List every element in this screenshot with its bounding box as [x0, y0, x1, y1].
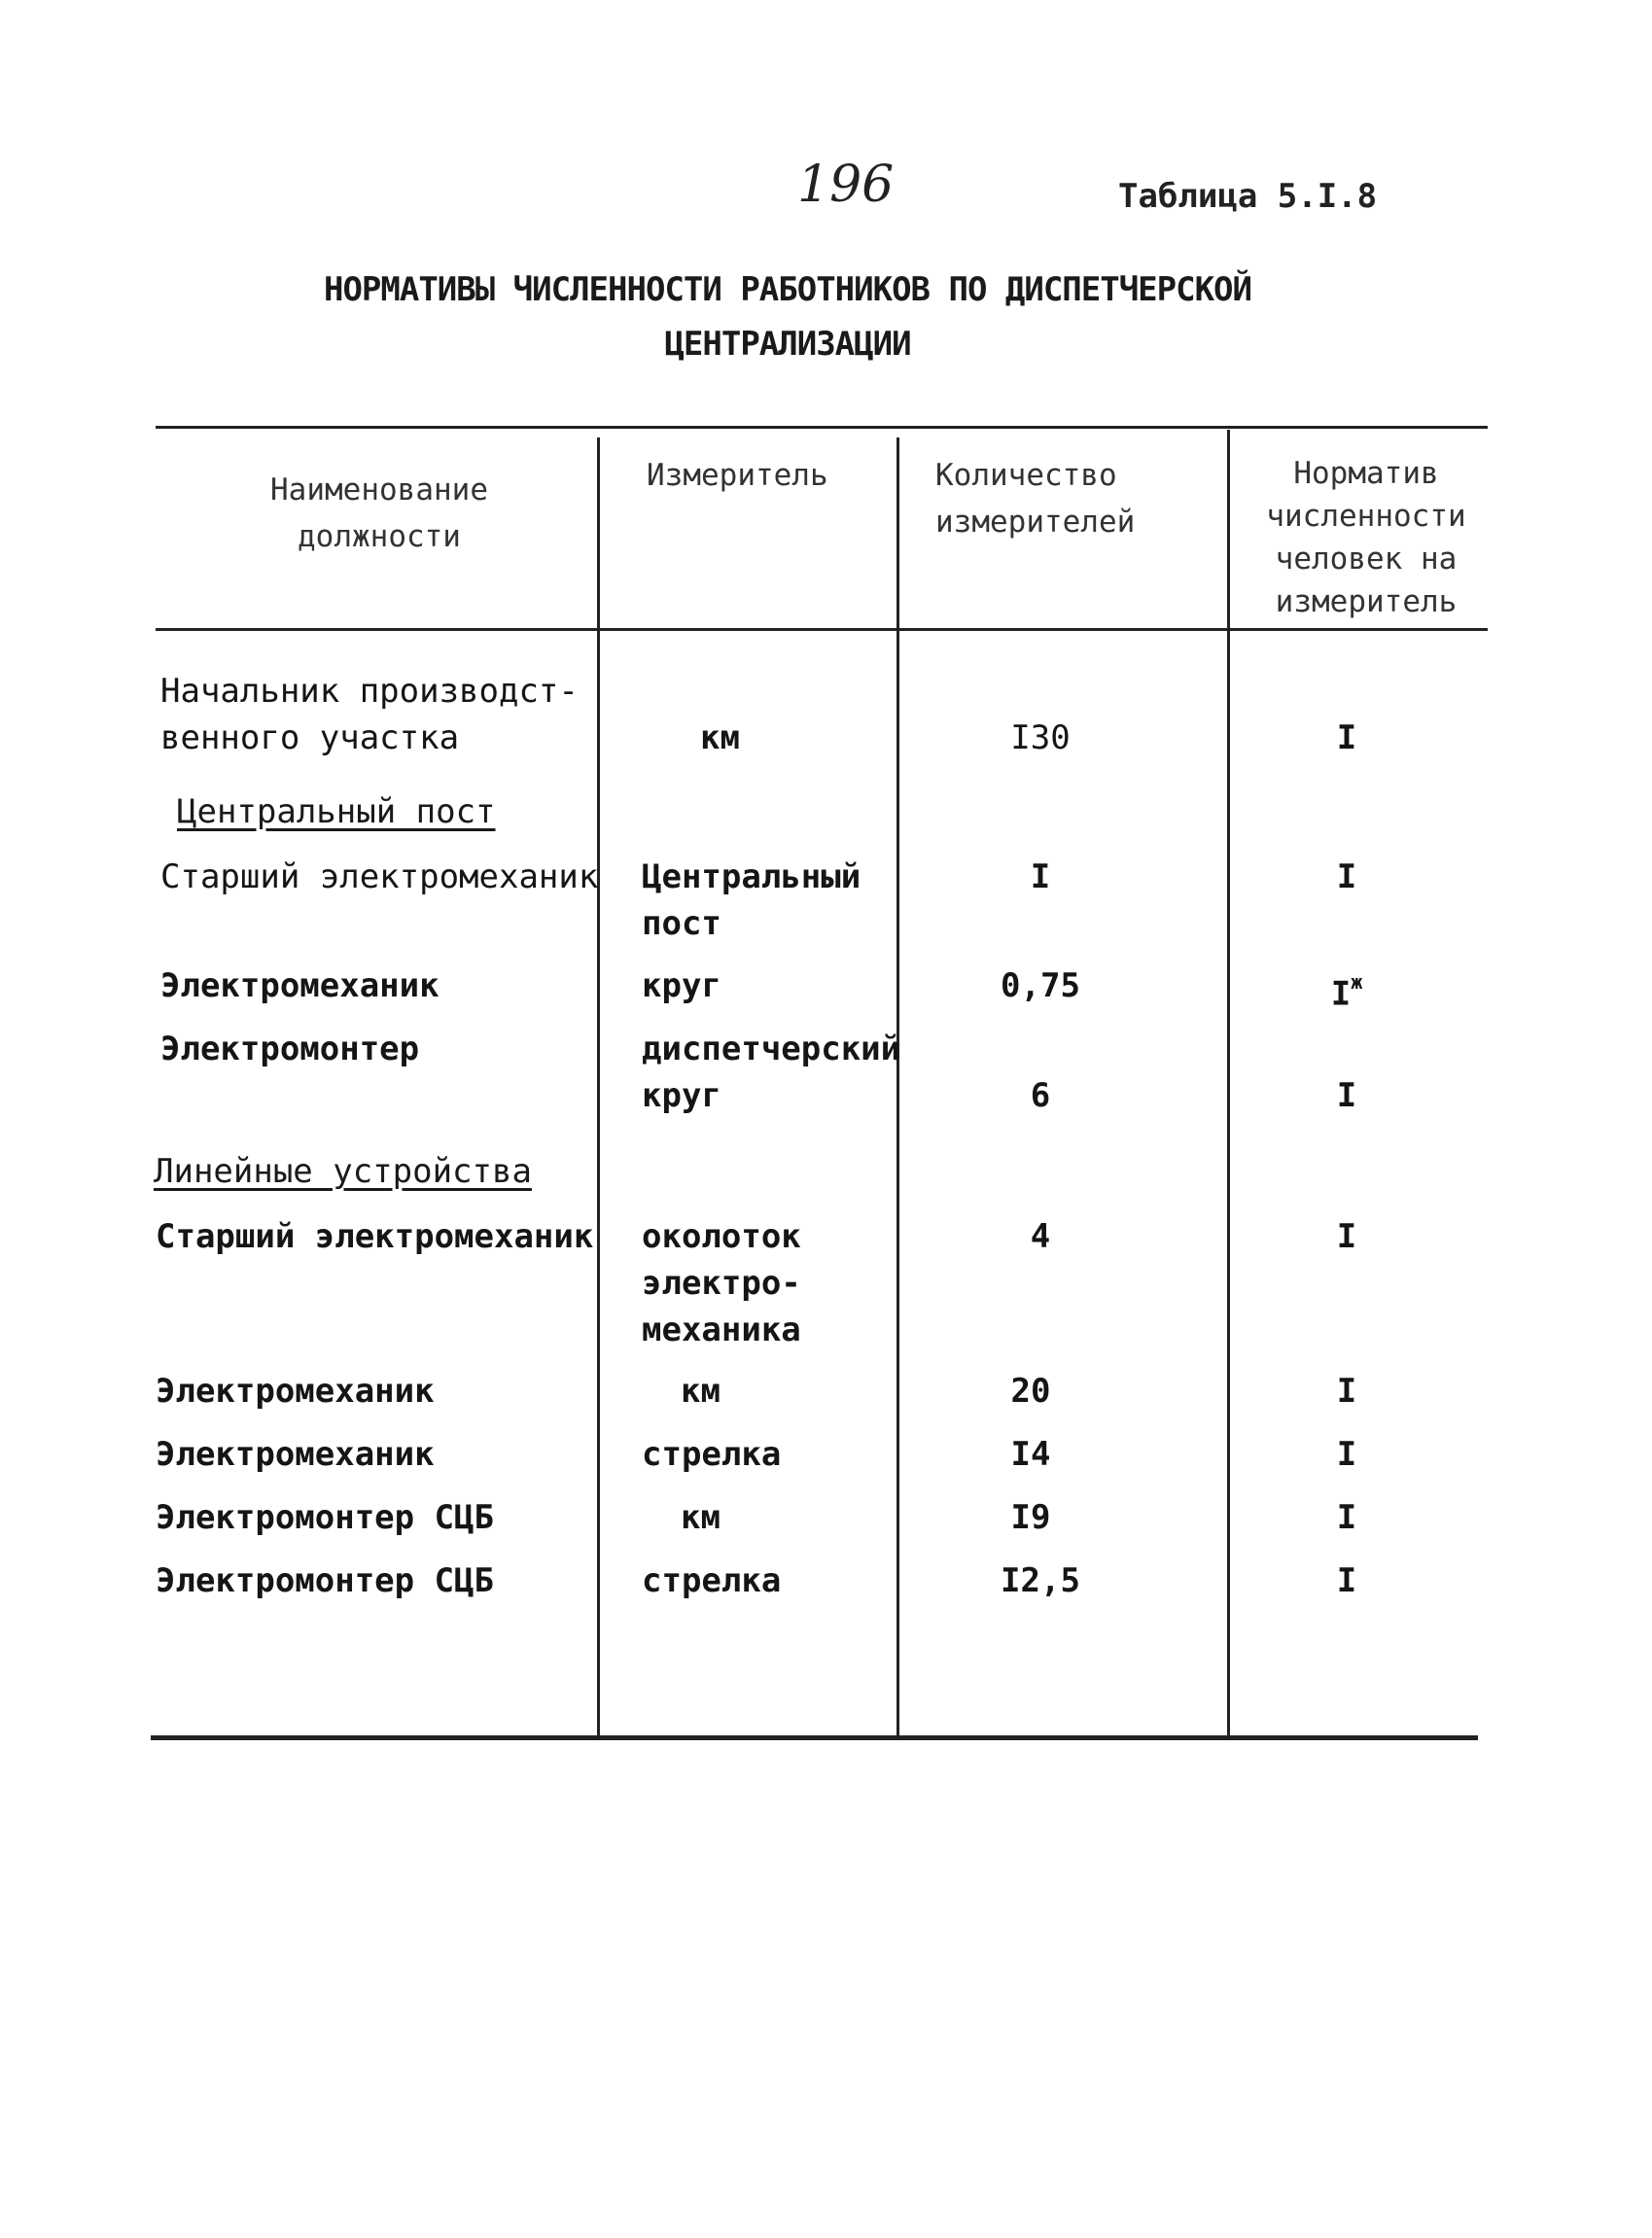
- row-2-norm: I: [1336, 857, 1357, 896]
- title-line-1: НОРМАТИВЫ ЧИСЛЕННОСТИ РАБОТНИКОВ ПО ДИСПЕТЧЕРСКОЙ: [323, 270, 1252, 309]
- row-1-position: Начальник производст- венного участка: [160, 672, 579, 757]
- row-6-count: 20: [1010, 1372, 1051, 1411]
- row-5-position: Старший электромеханик: [156, 1217, 594, 1256]
- row-2-position: Старший электромеханик: [160, 857, 599, 896]
- row-2-count: I: [1030, 857, 1051, 896]
- row-5-count: 4: [1030, 1217, 1051, 1256]
- table-top-rule: [156, 426, 1488, 429]
- header-count: Количество измерителей: [935, 458, 1136, 540]
- column-divider-3: [1227, 430, 1230, 1738]
- row-8-count: I9: [1010, 1498, 1051, 1537]
- row-2-unit: Центральный пост: [642, 857, 861, 943]
- row-9-norm: I: [1336, 1561, 1357, 1600]
- row-9-unit: стрелка: [642, 1561, 782, 1600]
- row-7-norm: I: [1336, 1435, 1357, 1474]
- column-divider-1: [597, 437, 600, 1738]
- table-bottom-rule: [151, 1735, 1478, 1740]
- row-4-unit: диспетчерский круг: [642, 1030, 901, 1115]
- row-6-position: Электромеханик: [156, 1372, 435, 1411]
- row-5-norm: I: [1336, 1217, 1357, 1256]
- document-title: [194, 262, 1381, 371]
- row-3-norm: [1308, 962, 1386, 1017]
- table-label: Таблица 5.I.8: [1118, 177, 1378, 216]
- header-norm: Норматив численности человек на измеритель: [1266, 456, 1466, 619]
- row-3-norm-value: I: [1330, 974, 1352, 1014]
- title-line-2: ЦЕНТРАЛИЗАЦИИ: [664, 325, 911, 364]
- row-1-count: I30: [1010, 718, 1071, 757]
- row-4-count: 6: [1030, 1076, 1051, 1115]
- row-1-norm: I: [1336, 718, 1357, 757]
- row-5-unit: околоток электро- механика: [642, 1217, 801, 1349]
- row-3-unit: круг: [642, 966, 721, 1005]
- section-central: Центральный пост: [177, 792, 496, 831]
- row-7-position: Электромеханик: [156, 1435, 435, 1474]
- row-6-unit: км: [681, 1372, 721, 1411]
- row-7-unit: стрелка: [642, 1435, 782, 1474]
- row-4-position: Электромонтер: [160, 1030, 420, 1068]
- footnote-mark: ж: [1351, 970, 1363, 994]
- row-8-position: Электромонтер СЦБ: [156, 1498, 494, 1537]
- row-6-norm: I: [1336, 1372, 1357, 1411]
- header-unit: Измеритель: [647, 458, 828, 493]
- row-4-norm: I: [1336, 1076, 1357, 1115]
- row-3-position: Электромеханик: [160, 966, 439, 1005]
- section-linear: Линейные устройства: [154, 1152, 532, 1191]
- row-3-count: 0,75: [1001, 966, 1080, 1005]
- row-8-norm: I: [1336, 1498, 1357, 1537]
- header-position: Наименование должности: [270, 472, 488, 554]
- row-8-unit: км: [681, 1498, 721, 1537]
- row-9-position: Электромонтер СЦБ: [156, 1561, 494, 1600]
- page-number: 196: [797, 156, 895, 214]
- header-bottom-rule: [156, 628, 1488, 631]
- row-9-count: I2,5: [1001, 1561, 1080, 1600]
- row-1-unit: км: [700, 718, 740, 757]
- row-7-count: I4: [1010, 1435, 1051, 1474]
